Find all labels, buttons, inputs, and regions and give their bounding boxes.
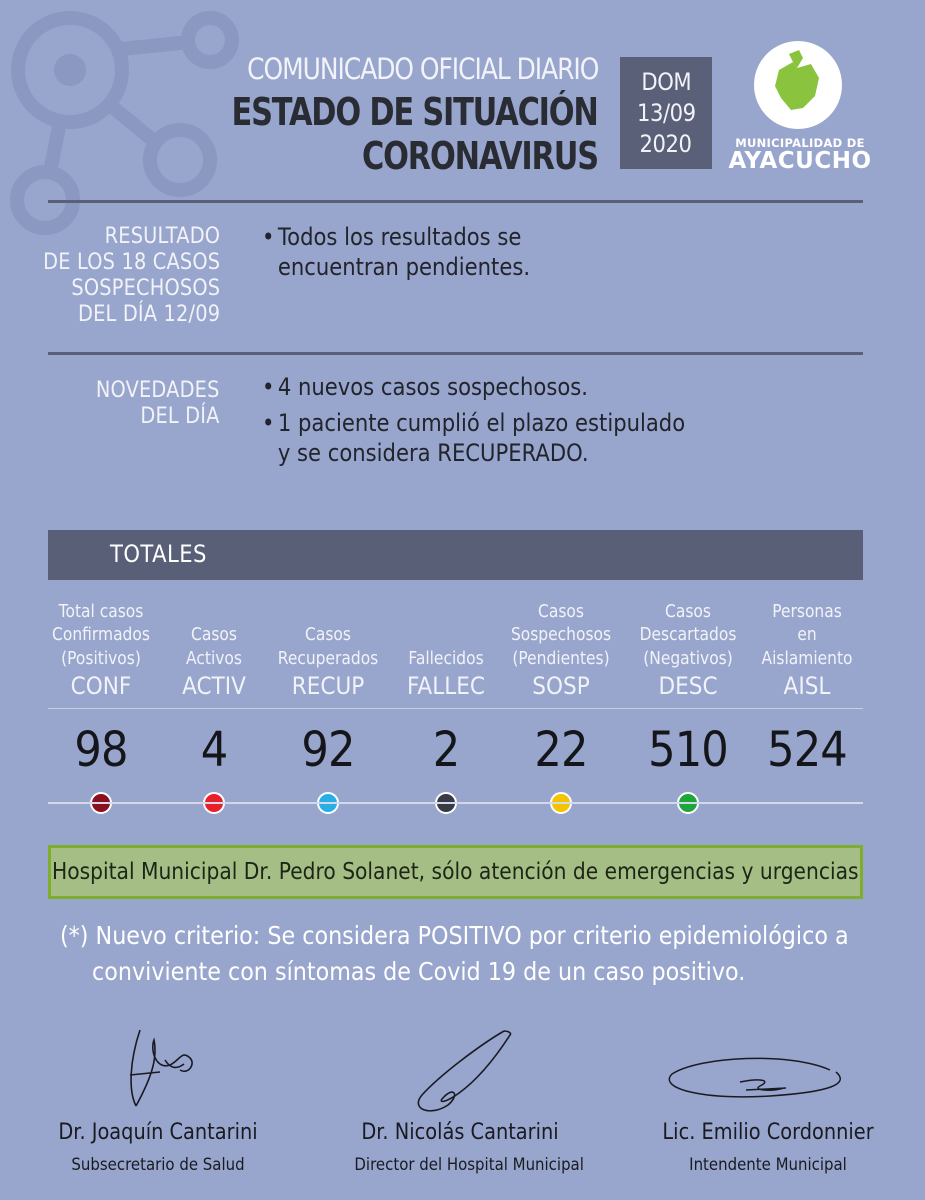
column-description (747, 598, 867, 670)
column-description-line: Recuperados (277, 647, 379, 669)
bullet-line: Todos los resultados se (277, 223, 522, 251)
column-description (41, 598, 161, 670)
bullet-icon: • (262, 409, 275, 437)
color-dots-line (48, 802, 863, 804)
criteria-note-line: conviviente con síntomas de Covid 19 de un caso positivo. (92, 957, 746, 986)
column-description-line: Casos (191, 624, 237, 645)
divider (48, 352, 863, 355)
column-description (628, 598, 748, 670)
column-code: RECUP (291, 672, 365, 700)
bullet-line: 1 paciente cumplió el plazo estipulado (277, 409, 686, 437)
column-code: CONF (70, 672, 132, 700)
criteria-note (60, 918, 849, 990)
signature-1-icon (110, 1020, 210, 1110)
bullet-line: 4 nuevos casos sospechosos. (277, 373, 588, 401)
resultado-label-line: RESULTADO (104, 224, 220, 249)
signer-name: Dr. Nicolás Cantarini (361, 1120, 559, 1145)
date-day: DOM (641, 67, 691, 96)
novedades-bullet (262, 372, 588, 402)
signer-role: Subsecretario de Salud (71, 1155, 245, 1175)
divider (48, 200, 863, 203)
column-value: 510 (648, 722, 728, 778)
signer-name: Dr. Joaquín Cantarini (58, 1120, 258, 1145)
bullet-line: encuentran pendientes. (277, 253, 531, 281)
novedades-label (96, 378, 220, 430)
column-description-line: Casos (665, 600, 711, 622)
column-value: 22 (534, 722, 588, 778)
resultado-label-line: DEL DÍA 12/09 (77, 302, 221, 327)
hospital-notice (48, 845, 863, 899)
column-description-line: Aislamiento (761, 647, 853, 669)
column-description-line: Sospechosos (510, 624, 612, 645)
column-description (501, 598, 621, 670)
criteria-note-line: (*) Nuevo criterio: Se considera POSITIVO por criterio epidemiológico a (60, 921, 849, 950)
municipality-logo-icon (753, 40, 843, 130)
column-code: AISL (783, 672, 831, 700)
column-value: 4 (200, 722, 228, 778)
novedades-label-line: NOVEDADES (96, 378, 220, 403)
novedades-label-line: DEL DÍA (140, 404, 220, 429)
date-daymonth: 13/09 (636, 98, 696, 127)
hospital-notice-text: Hospital Municipal Dr. Pedro Solanet, sólo atención de emergencias y urgencias (52, 859, 859, 885)
column-description-line: (Negativos) (643, 647, 733, 669)
column-description-line: Activos (186, 647, 242, 669)
bullet-icon: • (262, 223, 275, 251)
bullet-icon: • (262, 373, 275, 401)
column-description-line: Total casos (58, 600, 144, 622)
logo-text-line-2: AYACUCHO (728, 148, 872, 174)
date-box (620, 57, 712, 169)
totales-title: TOTALES (110, 540, 207, 568)
column-description-line: Casos (538, 600, 584, 622)
column-value: 98 (74, 722, 128, 778)
column-description-line: en (797, 624, 817, 645)
column-description-line: Descartados (639, 624, 737, 645)
signer-role: Intendente Municipal (689, 1155, 847, 1175)
column-description-line: (Pendientes) (512, 647, 610, 669)
column-description (154, 598, 274, 670)
date-year: 2020 (639, 129, 692, 158)
column-code: FALLEC (406, 672, 486, 700)
column-value: 524 (767, 722, 847, 778)
column-description-line: Confirmados (52, 624, 150, 645)
column-description-line: Casos (305, 624, 351, 645)
resultado-label-line: SOSPECHOSOS (71, 276, 220, 301)
header-line-1: COMUNICADO OFICIAL DIARIO (246, 52, 598, 86)
signature-3-icon (660, 1050, 860, 1120)
signature-2-icon (400, 1025, 520, 1125)
header-line-3: CORONAVIRUS (362, 134, 598, 178)
column-description-line: Personas (772, 600, 842, 622)
column-code: DESC (658, 672, 718, 700)
column-description-line: (Positivos) (61, 647, 141, 669)
column-code: SOSP (532, 672, 590, 700)
column-description (268, 598, 388, 670)
column-description-line: Fallecidos (408, 647, 484, 669)
divider (48, 708, 863, 709)
novedades-bullet (262, 408, 685, 468)
column-description (386, 598, 506, 670)
resultado-label-line: DE LOS 18 CASOS (42, 250, 220, 275)
signer-role: Director del Hospital Municipal (354, 1155, 584, 1175)
signer-name: Lic. Emilio Cordonnier (662, 1120, 874, 1145)
logo-text-line-1: MUNICIPALIDAD DE (735, 136, 865, 150)
resultado-label (43, 224, 220, 328)
resultado-bullet (262, 222, 530, 282)
header-line-2: ESTADO DE SITUACIÓN (231, 90, 598, 134)
bullet-line: y se considera RECUPERADO. (277, 439, 589, 467)
column-value: 92 (301, 722, 355, 778)
column-code: ACTIV (182, 672, 246, 700)
column-value: 2 (432, 722, 460, 778)
